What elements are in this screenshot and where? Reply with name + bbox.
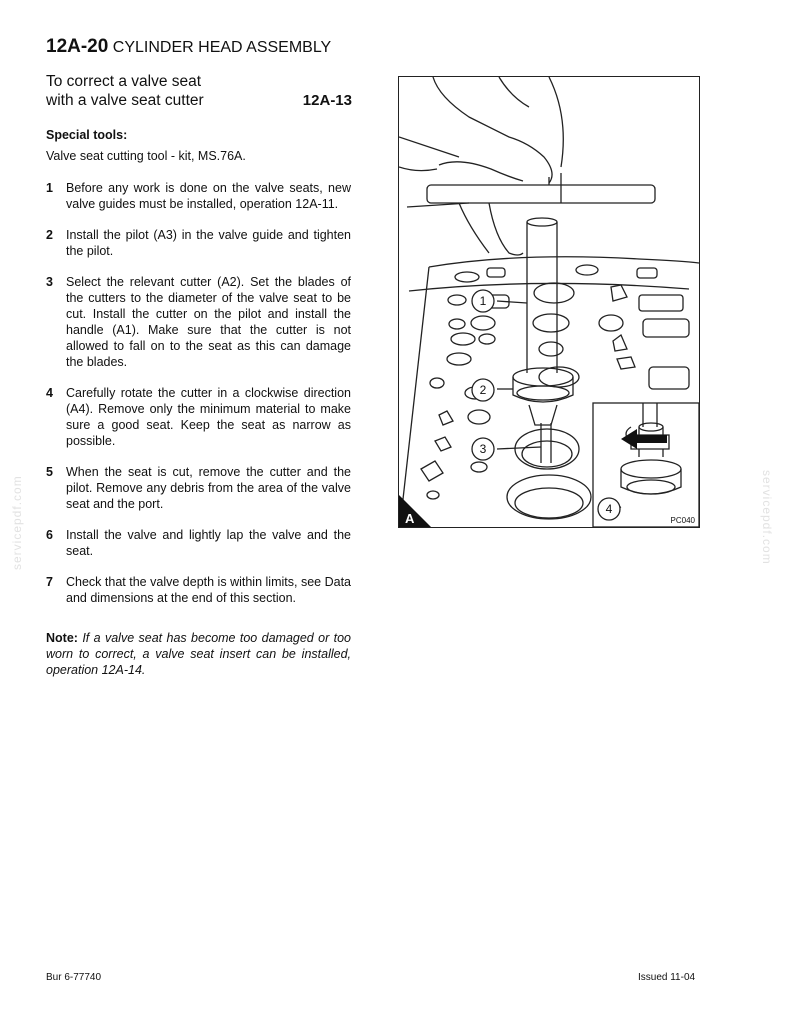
- figure-corner-triangle: [399, 495, 431, 527]
- step-number: 4: [46, 386, 53, 400]
- step-number: 6: [46, 528, 53, 542]
- step-item: [46, 464, 351, 512]
- watermark-right: servicepdf.com: [760, 470, 774, 565]
- step-text: Check that the valve depth is within limits, see Data and dimensions at the end of this section.: [66, 575, 351, 605]
- step-text: Install the valve and lightly lap the valve and the seat.: [66, 528, 351, 558]
- head-edge-line: [409, 283, 689, 291]
- step-item: [46, 227, 351, 259]
- steps-list: [46, 180, 351, 621]
- section-code: 12A-20: [46, 36, 109, 57]
- step-item: [46, 527, 351, 559]
- illustration-svg: [399, 77, 699, 527]
- watermark-left: servicepdf.com: [10, 475, 24, 570]
- footer-issue-date: Issued 11-04: [638, 972, 696, 983]
- step-item: [46, 274, 351, 370]
- figure-code: PC040: [670, 516, 695, 525]
- step-text: Select the relevant cutter (A2). Set the blades of the cutters to the diameter of the valve seat to be cut. Install the cutter on the pilot and install the handle (A1). Make sure that the cutter is not allowed to fall on to the seat as this can damage the blades.: [66, 275, 351, 369]
- callout-4-label: 4: [605, 502, 613, 516]
- valve-seat-cutter-illustration: [398, 76, 700, 528]
- note: [46, 630, 351, 678]
- step-item: [46, 180, 351, 212]
- step-item: [46, 385, 351, 449]
- step-item: [46, 574, 351, 606]
- step-text: When the seat is cut, remove the cutter and the pilot. Remove any debris from the area of the valve seat and the port.: [66, 465, 351, 511]
- step-number: 3: [46, 275, 53, 289]
- section-title: CYLINDER HEAD ASSEMBLY: [112, 39, 332, 56]
- operation-number: 12A-13: [302, 92, 352, 109]
- callout-3-label: 3: [479, 442, 487, 456]
- step-number: 2: [46, 228, 53, 242]
- note-label: Note:: [46, 631, 78, 645]
- head-outline-top: [429, 257, 699, 267]
- title-line-2: with a valve seat cutter: [46, 92, 204, 109]
- title-line-1: To correct a valve seat: [46, 73, 202, 90]
- figure-label: A: [405, 511, 415, 526]
- step-number: 7: [46, 575, 53, 589]
- note-text: If a valve seat has become too damaged or too worn to correct, a valve seat insert can be installed, operation 12A-14.: [46, 631, 351, 677]
- step-text: Install the pilot (A3) in the valve guide and tighten the pilot.: [66, 228, 351, 258]
- page-header: [46, 36, 331, 58]
- special-tools-heading: Special tools:: [46, 128, 128, 142]
- callout-1-label: 1: [479, 294, 487, 308]
- special-tools-text: Valve seat cutting tool - kit, MS.76A.: [46, 149, 246, 163]
- step-number: 1: [46, 181, 53, 195]
- callout-2-label: 2: [479, 383, 487, 397]
- operation-title: [46, 72, 352, 110]
- footer-document-number: Bur 6-77740: [46, 972, 102, 983]
- step-number: 5: [46, 465, 53, 479]
- head-outline-left: [401, 267, 429, 517]
- step-text: Before any work is done on the valve seats, new valve guides must be installed, operation 12A-11.: [66, 181, 351, 211]
- step-text: Carefully rotate the cutter in a clockwise direction (A4). Remove only the minimum material to make sure a good seat. Keep the seat as narrow as possible.: [66, 386, 351, 448]
